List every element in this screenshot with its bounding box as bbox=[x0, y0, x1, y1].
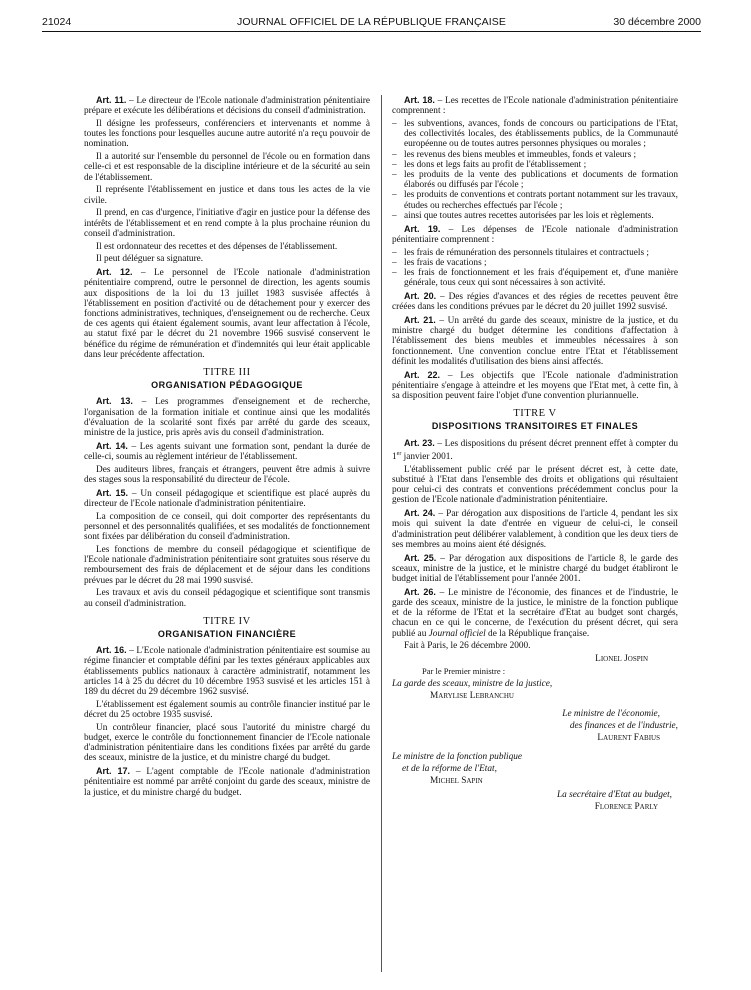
art20-label: Art. 20. bbox=[404, 291, 437, 302]
titre-3-subheading: ORGANISATION PÉDAGOGIQUE bbox=[151, 380, 303, 391]
column-divider bbox=[381, 95, 382, 972]
signatures bbox=[392, 654, 678, 812]
art19-label: Art. 19. bbox=[404, 223, 441, 234]
signature-ministre-economie: Laurent Fabius bbox=[597, 733, 660, 744]
titre-4-subheading: ORGANISATION FINANCIÈRE bbox=[157, 629, 297, 640]
list-item: – les produits de conventions et contrats portant notamment sur les travaux, études ou recherches effectués par l'école ; bbox=[392, 190, 678, 210]
art23-label: Art. 23. bbox=[404, 437, 435, 448]
art21-label: Art. 21. bbox=[404, 315, 436, 326]
art12-para-1: Art. 12. – Le personnel de l'Ecole nationale d'administration pénitentiaire comprend, outre le personnel de direction, les agents soumis aux dispositions de la loi du 13 juillet 1983 susvisée affectés à l'établissement en position d'activité ou de détachement pour y exercer des fonctions administratives, techniques, d'enseignement ou de recherche. Ceux de ces agents qui étaient également soumis, avant leur affectation à l'école, au statut fixé par le décret du 21 novembre 1966 susvisé conservent le bénéfice du régime de rémunération et d'indemnités qui leur était applicable dans leur précédente affectation. bbox=[84, 267, 371, 360]
art11-para-6: Il est ordonnateur des recettes et des dépenses de l'établissement. bbox=[96, 241, 338, 252]
art11-para-1: Art. 11. – Le directeur de l'Ecole nationale d'administration pénitentiaire prépare et exécute les délibérations et décisions du conseil d'administration. bbox=[84, 95, 370, 117]
issue-date: 30 décembre 2000 bbox=[613, 16, 701, 28]
art15-para-4: Les travaux et avis du conseil pédagogique et scientifique sont transmis au conseil d'administration. bbox=[84, 588, 370, 609]
list-item: – les dons et legs faits au profit de l'établissement ; bbox=[392, 160, 678, 170]
art19-intro: Art. 19. – Les dépenses de l'Ecole nationale d'administration pénitentiaire comprennent : bbox=[392, 223, 678, 245]
art26-label: Art. 26. bbox=[404, 586, 436, 597]
art25-para-1: Art. 25. – Par dérogation aux dispositions de l'article 8, le garde des sceaux, ministre de la justice, et le ministre chargé du budget établiront le budget initial de l'établissement pour l'année 2001. bbox=[392, 552, 678, 584]
header-rule bbox=[42, 31, 701, 32]
art20-para-1: Art. 20. – Des régies d'avances et des régies de recettes peuvent être créées dans les conditions prévues par le décret du 20 juillet 1992 susvisé. bbox=[392, 291, 679, 313]
art26-para-1: Art. 26. – Le ministre de l'économie, des finances et de l'industrie, le garde des sceaux, ministre de la justice, le ministre de la fonction publique et de la réforme de l'Etat et la secrétaire d'Etat au budget sont chargés, chacun en ce qui le concerne, de l'exécution du présent décret, qui sera publié au Journal officiel de la République française. bbox=[392, 586, 679, 639]
art18-label: Art. 18. bbox=[404, 95, 435, 105]
art12-label: Art. 12. bbox=[96, 267, 133, 278]
art11-para-5: Il prend, en cas d'urgence, l'initiative d'agir en justice pour la défense des intérêts de l'établissement et en rend compte à la plus prochaine réunion du conseil d'administration. bbox=[84, 208, 370, 239]
art18-list bbox=[392, 119, 678, 221]
art14-para-1: Art. 14. – Les agents suivant une formation sont, pendant la durée de celle-ci, soumis au règlement intérieur de l'établissement. bbox=[84, 440, 370, 463]
signature-ministre-fonction-publique: Michel Sapin bbox=[430, 776, 483, 786]
art15-label: Art. 15. bbox=[96, 487, 129, 498]
art21-para-1: Art. 21. – Un arrêté du garde des sceaux, ministre de la justice, et du ministre chargé du budget détermine les conditions d'affectation à l'établissement des biens meubles et immeubles nécessaires à son fonctionnement. Une convention conclue entre l'Etat et l'établissement définit les modalités d'utilisation des biens ainsi affectés. bbox=[392, 315, 679, 367]
art15-para-3: Les fonctions de membre du conseil pédagogique et scientifique de l'Ecole nationale d'administration pénitentiaire sont gratuites sous réserve du remboursement des frais de déplacement et de séjour dans les conditions prévues par le décret du 28 mai 1990 susvisé. bbox=[84, 545, 370, 586]
ministre-economie-title-2: des finances et de l'industrie, bbox=[569, 721, 678, 732]
art24-label: Art. 24. bbox=[404, 508, 436, 519]
ministre-economie-title-1: Le ministre de l'économie, bbox=[562, 708, 660, 719]
page-number: 21024 bbox=[42, 16, 72, 28]
signature-secretaire-budget: Florence Parly bbox=[594, 802, 658, 813]
art15-para-1: Art. 15. – Un conseil pédagogique et scientifique est placé auprès du directeur de l'Ecole nationale d'administration pénitentiaire. bbox=[84, 487, 371, 510]
art16-label: Art. 16. bbox=[96, 645, 127, 656]
art11-label: Art. 11. bbox=[96, 95, 127, 105]
art11-para-4: Il représente l'établissement en justice et dans tous les actes de la vie civile. bbox=[84, 185, 370, 206]
secretaire-budget-title: La secrétaire d'Etat au budget, bbox=[557, 790, 672, 801]
art24-para-1: Art. 24. – Par dérogation aux dispositions de l'article 4, pendant les six mois qui suivent la date d'entrée en vigueur de celui-ci, le conseil d'administration peut délibérer valablement, à condition que les deux tiers de ses membres au moins aient été désignés. bbox=[392, 508, 678, 550]
signature-garde-des-sceaux: Marylise Lebranchu bbox=[430, 690, 514, 701]
titre-4-heading: TITRE IV bbox=[203, 615, 251, 627]
garde-des-sceaux-title: La garde des sceaux, ministre de la justice, bbox=[392, 678, 553, 689]
page-header bbox=[42, 16, 701, 30]
art11-para-7: Il peut déléguer sa signature. bbox=[96, 254, 204, 265]
art16-para-2: L'établissement est également soumis au contrôle financier institué par le décret du 25 octobre 1935 susvisé. bbox=[84, 699, 370, 721]
art11-para-3: Il a autorité sur l'ensemble du personnel de l'école ou en formation dans celle-ci et est responsable de la discipline intérieure et de la sécurité au sein de l'établissement. bbox=[84, 152, 370, 183]
art16-para-3: Un contrôleur financier, placé sous l'autorité du ministre chargé du budget, exerce le contrôle du fonctionnement financier de l'Ecole nationale d'administration pénitentiaire dans les conditions fixées par arrêté du garde des sceaux, ministre de la justice, et du ministre chargé du budget. bbox=[84, 722, 370, 764]
left-column bbox=[84, 95, 370, 800]
art16-para-1: Art. 16. – L'Ecole nationale d'administration pénitentiaire est soumise au régime financier et comptable défini par les textes généraux applicables aux établissements publics nationaux à caractère administratif, notamment les articles 14 à 25 du décret du 10 décembre 1953 susvisé et les articles 151 à 189 du décret du 29 décembre 1962 susvisé. bbox=[84, 645, 370, 698]
art14-para-2: Des auditeurs libres, français et étrangers, peuvent être admis à suivre des stages sous la responsabilité du directeur de l'école. bbox=[84, 464, 370, 486]
art11-para-2: Il désigne les professeurs, conférenciers et intervenants et nomme à toutes les fonctions pour lesquelles aucune autre autorité n'a reçu pouvoir de nomination. bbox=[84, 119, 370, 150]
list-item: – les frais de vacations ; bbox=[392, 258, 678, 268]
titre-5-subheading: DISPOSITIONS TRANSITOIRES ET FINALES bbox=[431, 421, 639, 432]
titre-3-heading: TITRE III bbox=[203, 367, 251, 379]
list-item: – ainsi que toutes autres recettes autorisées par les lois et règlements. bbox=[392, 211, 678, 221]
right-column bbox=[392, 95, 678, 815]
list-item: – les revenus des biens meubles et immeubles, fonds et valeurs ; bbox=[392, 150, 678, 160]
titre-5-heading: TITRE V bbox=[513, 408, 557, 420]
art15-para-2: La composition de ce conseil, qui doit comporter des représentants du personnel et des personnalités qualifiées, et ses modalités de fonctionnement sont fixées par délibération du conseil d'administration. bbox=[84, 511, 370, 543]
list-item: – les subventions, avances, fonds de concours ou participations de l'Etat, des collectivités locales, des établissements publics, de la Communauté européenne ou de toutes autres personnes physiques ou morales ; bbox=[392, 119, 678, 150]
ministre-fonction-publique-title-2: et de la réforme de l'Etat, bbox=[402, 763, 497, 774]
art18-intro: Art. 18. – Les recettes de l'Ecole nationale d'administration pénitentiaire comprennent : bbox=[392, 95, 678, 117]
par-le-premier-ministre: Par le Premier ministre : bbox=[422, 666, 506, 677]
art22-para-1: Art. 22. – Les objectifs que l'Ecole nationale d'administration pénitentiaire s'engage à atteindre et les moyens que l'Etat met, à cette fin, à sa disposition peuvent faire l'objet d'une convention pluriannuelle. bbox=[392, 369, 679, 402]
art17-label: Art. 17. bbox=[96, 766, 131, 777]
art19-list bbox=[392, 248, 678, 289]
art17-para-1: Art. 17. – L'agent comptable de l'Ecole nationale d'administration pénitentiaire est nommé par arrêté conjoint du garde des sceaux, ministre de la justice, et du ministre chargé du budget. bbox=[84, 766, 371, 798]
list-item: – les frais de rémunération des personnels titulaires et contractuels ; bbox=[392, 248, 678, 258]
ministre-fonction-publique-title-1: Le ministre de la fonction publique bbox=[392, 751, 523, 762]
art13-label: Art. 13. bbox=[96, 396, 133, 407]
art23-para-2: L'établissement public créé par le présent décret est, à cette date, substitué à l'Etat dans l'ensemble des droits et obligations qui résultaient pour celui-ci des contrats et conventions précédemment conclus pour la gestion de l'Ecole nationale d'administration pénitentiaire. bbox=[392, 464, 678, 506]
art25-label: Art. 25. bbox=[404, 552, 437, 563]
list-item: – les frais de fonctionnement et les frais d'équipement et, d'une manière générale, tous ceux qui sont nécessaires à son activité. bbox=[392, 268, 678, 288]
fait-a-paris: Fait à Paris, le 26 décembre 2000. bbox=[404, 641, 531, 652]
journal-title: JOURNAL OFFICIEL DE LA RÉPUBLIQUE FRANÇAISE bbox=[237, 16, 506, 28]
art13-para-1: Art. 13. – Les programmes d'enseignement et de recherche, l'organisation de la formation initiale et continue ainsi que les modalités d'évaluation de la scolarité sont fixés par arrêté du garde des sceaux, ministre de la justice, pris après avis du conseil d'administration. bbox=[84, 396, 371, 439]
art23-para-1: Art. 23. – Les dispositions du présent décret prennent effet à compter du 1er janvier 2001. bbox=[392, 437, 679, 462]
list-item: – les produits de la vente des publications et documents de formation élaborés ou diffusés par l'école ; bbox=[392, 170, 678, 190]
art14-label: Art. 14. bbox=[96, 440, 128, 451]
signature-prime-minister: Lionel Jospin bbox=[595, 654, 648, 665]
art22-label: Art. 22. bbox=[404, 369, 441, 380]
